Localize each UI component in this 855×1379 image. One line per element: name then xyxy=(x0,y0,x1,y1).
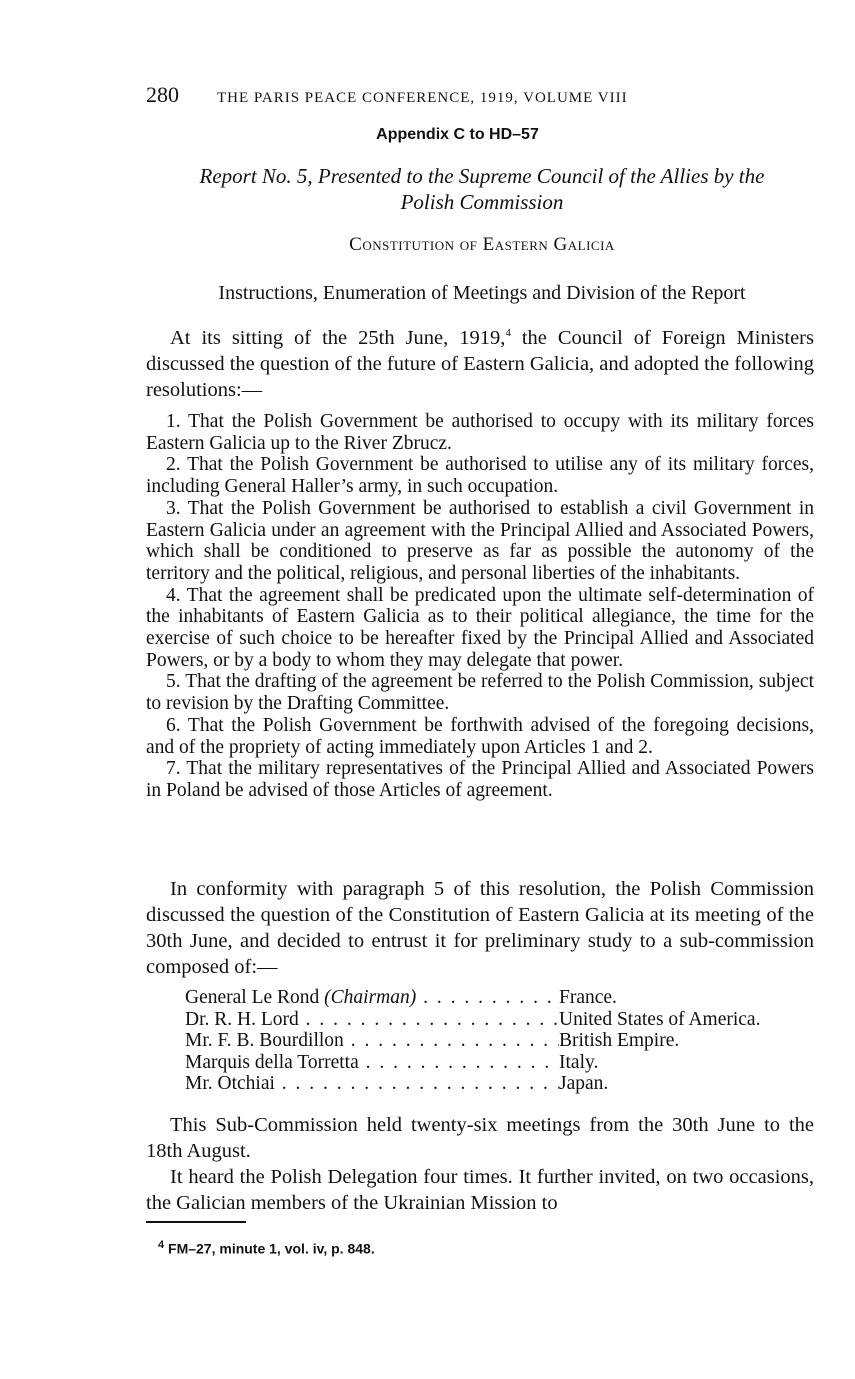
member-name: Marquis della Torretta xyxy=(185,1051,359,1073)
member-row xyxy=(185,1009,825,1031)
member-country: British Empire. xyxy=(559,1030,680,1052)
paragraph-delegation: It heard the Polish Delegation four times. It further invited, on two occasions, the Galician members of the Ukrainian Mission to xyxy=(146,1166,814,1214)
member-country: France. xyxy=(559,987,617,1008)
resolution-item: 2. That the Polish Government be authorised to utilise any of its military forces, including General Haller’s army, in such occupation. xyxy=(146,454,814,498)
footnote-marker: 4 xyxy=(158,1239,165,1251)
paragraph-conformity: In conformity with paragraph 5 of this resolution, the Polish Commission discussed the question of the Constitution of Eastern Galicia at its meeting of the 30th June, and decided to entrust it for preliminary study to a sub-commission composed of:— xyxy=(146,878,814,978)
member-name: Mr. F. B. Bourdillon xyxy=(185,1030,344,1052)
report-title xyxy=(146,163,818,215)
report-title-line2: Polish Commission xyxy=(400,190,564,214)
member-role: (Chairman) xyxy=(324,987,417,1008)
member-country: Japan. xyxy=(559,1073,609,1095)
report-title-line1: Report No. 5, Presented to the Supreme Council of the Allies by the xyxy=(199,164,765,188)
member-row xyxy=(185,1073,825,1095)
resolution-item: 6. That the Polish Government be forthwith advised of the foregoing decisions, and of the propriety of acting immediately upon Articles 1 and 2. xyxy=(146,714,814,758)
page-number: 280 xyxy=(146,82,179,107)
paragraph-intro-text: At its sitting of the 25th June, 1919, xyxy=(170,326,506,349)
paragraph-meetings: This Sub-Commission held twenty-six meetings from the 30th June to the 18th August. xyxy=(146,1114,814,1162)
section-title: Constitution of Eastern Galicia xyxy=(349,234,615,255)
member-name: Dr. R. H. Lord xyxy=(185,1008,299,1030)
subheading: Instructions, Enumeration of Meetings and Division of the Report xyxy=(218,282,746,304)
footnote-divider xyxy=(146,1221,246,1223)
resolutions-list xyxy=(146,411,814,802)
footnote-reference: 4 xyxy=(505,327,511,339)
member-row xyxy=(185,1030,825,1052)
resolution-item: 7. That the military representatives of the Principal Allied and Associated Powers in Poland be advised of those Articles of agreement. xyxy=(146,758,814,801)
resolution-item: 4. That the agreement shall be predicated upon the ultimate self-determination of the inhabitants of Eastern Galicia as to their political allegiance, the time for the exercise of such choice to be hereafter fixed by the Principal Allied and Associated Powers, or by a body to whom they may delegate that power. xyxy=(146,584,814,671)
paragraph-intro-text-cont: the Council of Foreign Ministers discussed the question of the future of Eastern Galicia, and adopted the following resolutions:— xyxy=(146,326,814,401)
resolution-item: 5. That the drafting of the agreement be referred to the Polish Commission, subject to revision by the Drafting Committee. xyxy=(146,671,814,715)
running-header xyxy=(146,82,746,108)
running-title: THE PARIS PEACE CONFERENCE, 1919, VOLUME VIII xyxy=(217,90,628,106)
resolution-item: 3. That the Polish Government be authorised to establish a civil Government in Eastern Galicia under an agreement with the Principal Allied and Associated Powers, which shall be conditioned to preserve as far as possible the autonomy of the territory and the political, religious, and personal liberties of the inhabitants. xyxy=(146,497,814,584)
member-row xyxy=(185,987,825,1009)
member-row xyxy=(185,1052,825,1074)
member-name: General Le Rond xyxy=(185,987,320,1008)
sub-commission-members xyxy=(185,987,825,1095)
footnote-text: FM–27, minute 1, vol. iv, p. 848. xyxy=(164,1240,375,1257)
member-country: United States of America. xyxy=(559,1008,761,1030)
paragraph-intro xyxy=(146,320,814,403)
resolution-item: 1. That the Polish Government be authorised to occupy with its military forces Eastern Galicia up to the River Zbrucz. xyxy=(146,411,814,454)
member-name: Mr. Otchiai xyxy=(185,1073,275,1095)
member-country: Italy. xyxy=(559,1051,599,1073)
appendix-label: Appendix C to HD–57 xyxy=(376,126,539,143)
footnote xyxy=(158,1239,375,1257)
